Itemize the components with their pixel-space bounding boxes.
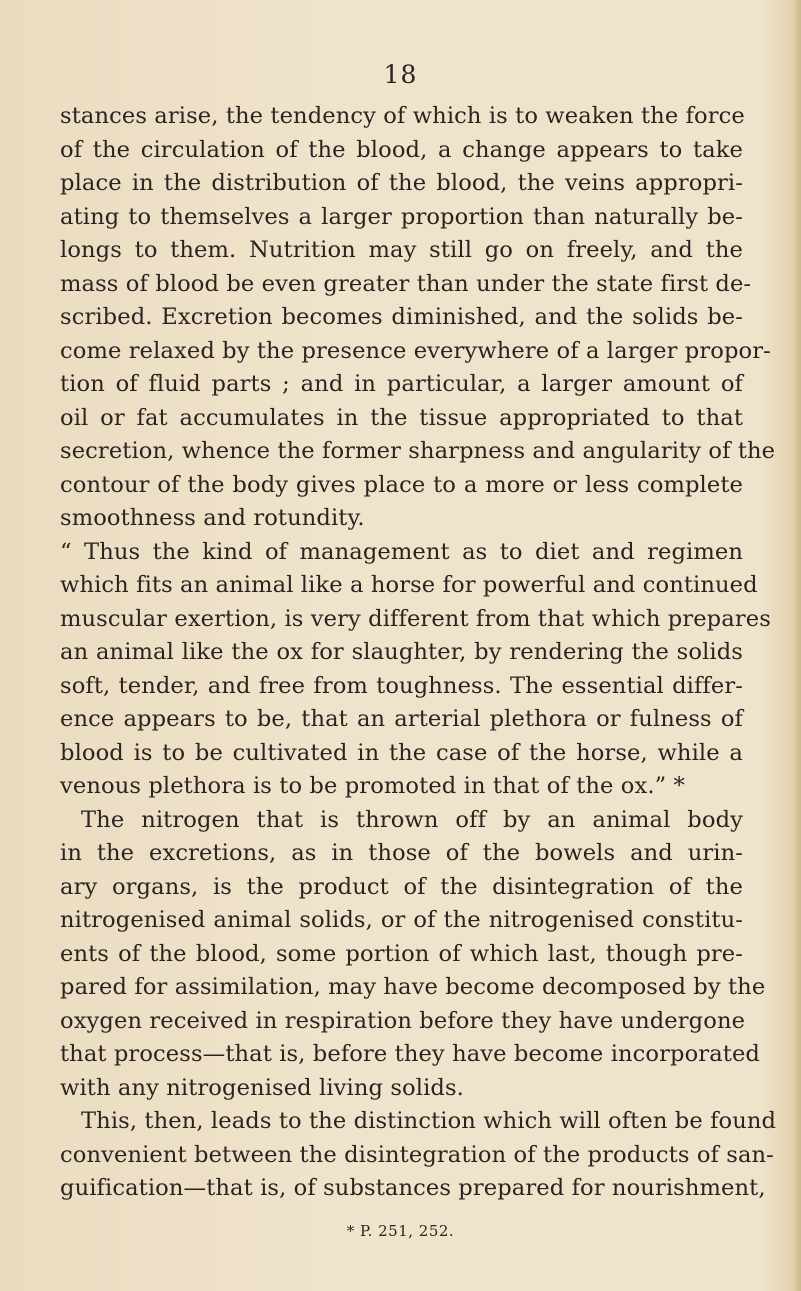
footnote: * P. 251, 252. xyxy=(346,1222,455,1240)
text-line: contour of the body gives place to a more or less complete xyxy=(60,471,743,498)
text-line: of the circulation of the blood, a change appears to take xyxy=(60,136,743,163)
text-line: convenient between the disintegration of the products of san- xyxy=(60,1141,774,1168)
text-line: scribed. Excretion becomes diminished, and the solids be- xyxy=(60,304,743,330)
text-line: place in the distribution of the blood, the veins appropri- xyxy=(60,170,743,196)
text-line: an animal like the ox for slaughter, by rendering the solids xyxy=(60,639,743,665)
text-line: ents of the blood, some portion of which last, though pre- xyxy=(60,940,743,967)
text-line: ence appears to be, that an arterial plethora or fulness of xyxy=(60,706,743,732)
text-line: smoothness and rotundity. xyxy=(60,505,365,531)
text-line: tion of fluid parts ; and in particular, a larger amount of xyxy=(60,371,743,397)
text-line: soft, tender, and free from toughness. The essential differ- xyxy=(60,672,743,699)
text-line: “ Thus the kind of management as to diet and regimen xyxy=(60,538,743,565)
text-line: stances arise, the tendency of which is to weaken the force xyxy=(60,103,745,129)
text-line: ary organs, is the product of the disintegration of the xyxy=(60,873,743,900)
text-line: oil or fat accumulates in the tissue appropriated to that xyxy=(60,404,743,431)
text-line: muscular exertion, is very different from that which prepares xyxy=(60,605,771,632)
text-line: guification—that is, of substances prepared for nourishment, xyxy=(60,1175,766,1201)
text-line: pared for assimilation, may have become decomposed by the xyxy=(60,974,766,1000)
text-line: nitrogenised animal solids, or of the nitrogenised constitu- xyxy=(60,907,743,933)
text-line: longs to them. Nutrition may still go on freely, and the xyxy=(60,237,743,263)
text-line: This, then, leads to the distinction which will often be found xyxy=(81,1108,777,1134)
text-line: oxygen received in respiration before they have undergone xyxy=(60,1007,746,1034)
text-line: in the excretions, as in those of the bowels and urin- xyxy=(60,840,743,866)
text-line: The nitrogen that is thrown off by an animal body xyxy=(81,806,743,833)
text-line: with any nitrogenised living solids. xyxy=(60,1074,464,1101)
text-line: ating to themselves a larger proportion than naturally be- xyxy=(60,203,743,230)
text-line: which fits an animal like a horse for powerful and continued xyxy=(60,572,758,598)
text-line: blood is to be cultivated in the case of the horse, while a xyxy=(60,739,743,766)
text-line: come relaxed by the presence everywhere of a larger propor- xyxy=(60,337,771,364)
text-line: venous plethora is to be promoted in that of the ox.” * xyxy=(60,773,685,799)
page-number: 18 xyxy=(383,60,418,89)
text-line: mass of blood be even greater than under the state first de- xyxy=(60,270,752,297)
text-line: that process—that is, before they have become incorporated xyxy=(60,1041,760,1067)
body-text xyxy=(60,100,777,1206)
text-line: secretion, whence the former sharpness and angularity of the xyxy=(60,438,776,464)
